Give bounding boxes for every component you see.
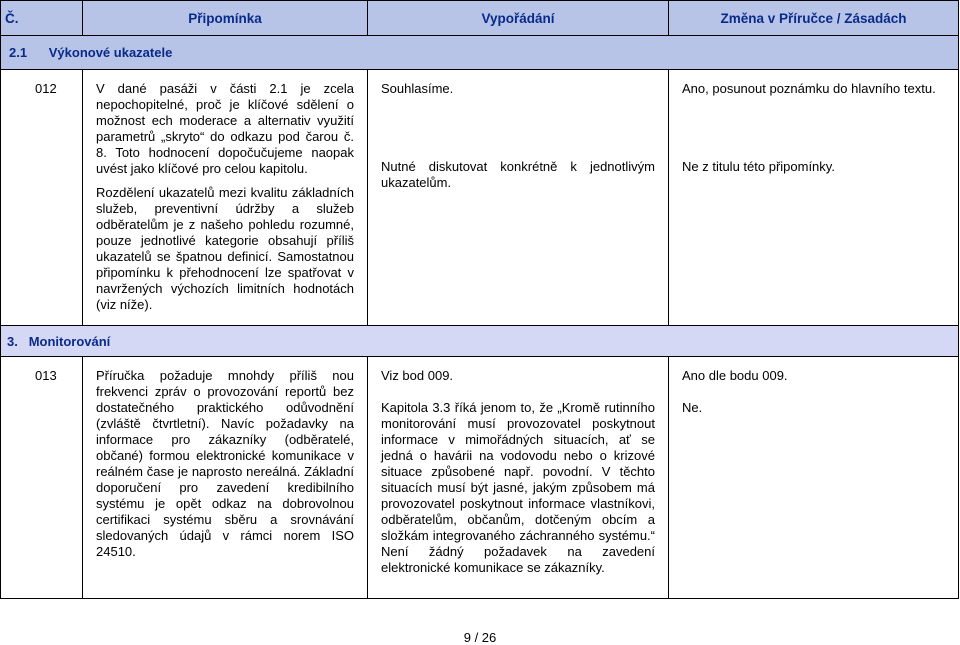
table-row <box>1 357 959 599</box>
section-row-2-1 <box>1 36 959 70</box>
change-paragraph: Ano dle bodu 009. <box>682 368 788 383</box>
section-title: Monitorování <box>28 333 111 349</box>
resolution-paragraph: Viz bod 009. <box>381 368 454 383</box>
header-number: Č. <box>1 1 83 36</box>
section-number: 2.1 <box>9 45 28 60</box>
table-header-row <box>1 1 959 36</box>
header-resolution: Vypořádání <box>368 1 669 36</box>
header-comment: Připomínka <box>83 1 368 36</box>
resolution-cell <box>368 357 669 599</box>
section-number: 3. <box>7 333 18 349</box>
section-title: Výkonové ukazatele <box>48 45 173 60</box>
change-paragraph: Ne z titulu této připomínky. <box>682 159 835 174</box>
comment-paragraph: Příručka požaduje mnohdy příliš nou frekvenci zpráv o provozování reportů bez dostatečného praktického odůvodnění (zvláště čtvrtletní). Navíc požadavky na informace pro zákazníky (odběratelé, občané) formou elektronické komunikace v reálném čase je naprosto nereálná. Základní doporučení pro zavedení kredibilního systému je opět odkaz na dobrovolnou certifikaci systému sběru a srovnávání sledovaných údajů v rámci norem ISO 24510. <box>96 368 354 559</box>
change-paragraph: Ano, posunout poznámku do hlavního textu. <box>682 81 936 96</box>
row-id: 012 <box>1 70 83 326</box>
comment-cell <box>83 357 368 599</box>
comment-cell <box>83 70 368 326</box>
resolution-cell <box>368 70 669 326</box>
resolution-paragraph: Nutné diskutovat konkrétně k jednotlivým ukazatelům. <box>381 159 655 190</box>
change-cell <box>669 70 959 326</box>
change-paragraph: Ne. <box>682 400 703 415</box>
comment-paragraph: V dané pasáži v části 2.1 je zcela nepochopitelné, proč je klíčové sdělení o možnost ech moderace a alternativ využití parametrů „skryto“ do odkazu pod čarou č. 8. Toto hodnocení dopočučujeme naopak uvést jako klíčové pro celou kapitolu. <box>96 81 354 176</box>
resolution-paragraph: Souhlasíme. <box>381 81 454 96</box>
header-change: Změna v Příručce / Zásadách <box>669 1 959 36</box>
resolution-paragraph: Kapitola 3.3 říká jenom to, že „Kromě rutinního monitorování musí provozovatel poskytnout informace v mimořádných situacích, ať se jedná o havárii na vodovodu nebo o krizové situace způsobené např. povodní. V těchto situacích musí být jasné, jakým způsobem má provozovatel poskytnout informace vlastníkovi, odběratelům, občanům, dotčeným obcím a složkám integrovaného záchranného systému.“ Není žádný požadavek na zavedení elektronické komunikace se zákazníky. <box>381 400 655 575</box>
page-number: 9 / 26 <box>463 630 497 645</box>
row-id: 013 <box>1 357 83 599</box>
table-row <box>1 70 959 326</box>
change-cell <box>669 357 959 599</box>
section-row-3 <box>1 326 959 357</box>
comment-paragraph: Rozdělení ukazatelů mezi kvalitu základních služeb, preventivní údržby a služeb odběratelům je z našeho pohledu rozumné, pouze jednotlivé kategorie obsahují příliš ukazatelů se špatnou definicí. Samostatnou připomínku k přehodnocení lze spatřovat v navržených výchozích limitních hodnotách (viz níže). <box>96 185 354 312</box>
